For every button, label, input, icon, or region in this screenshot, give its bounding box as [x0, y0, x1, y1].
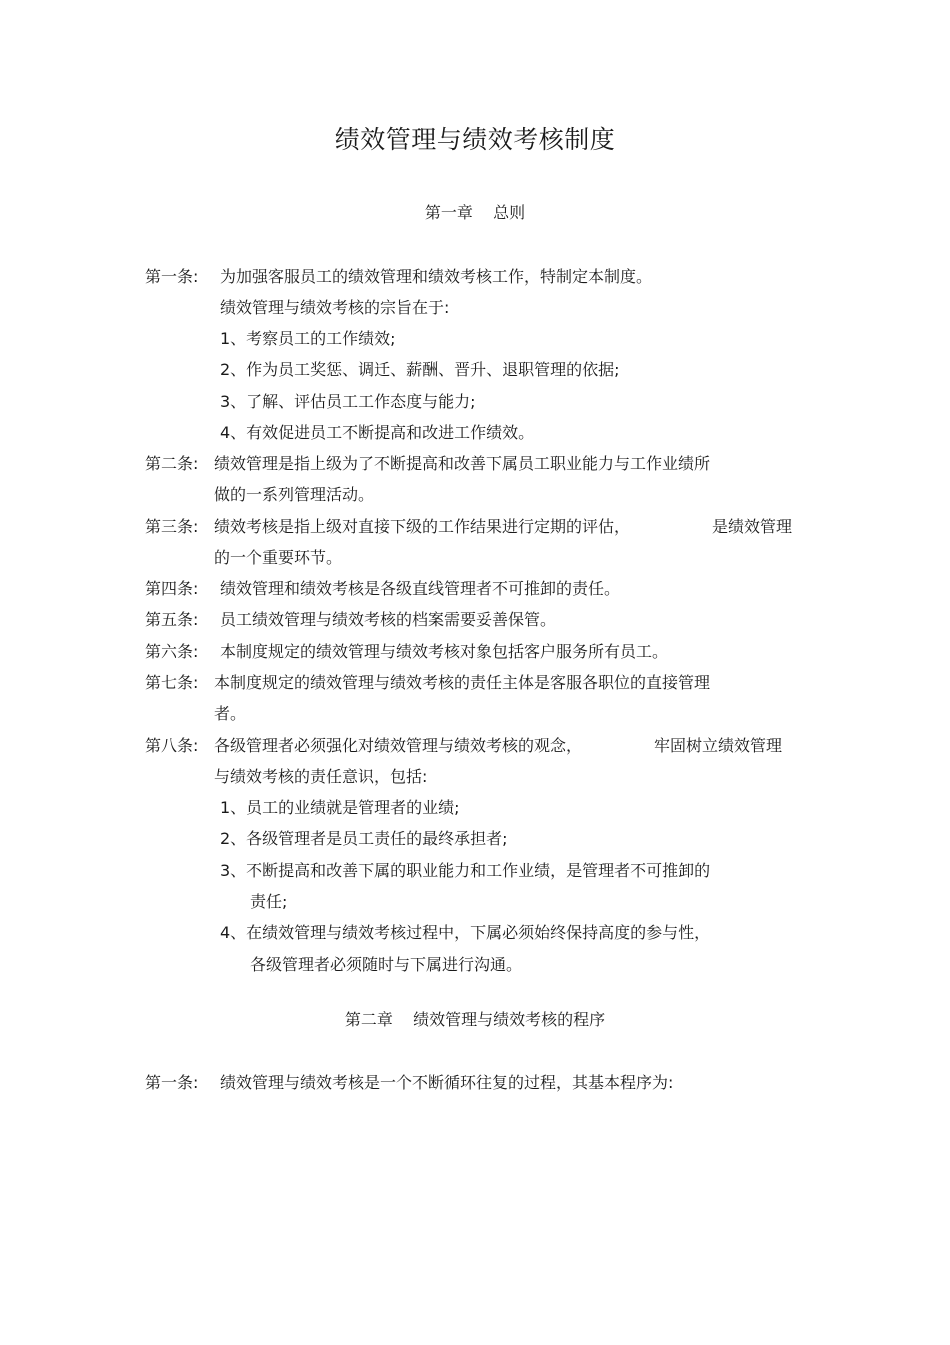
article-4-line-1: 绩效管理和绩效考核是各级直线管理者不可推卸的责任。	[220, 579, 621, 598]
chapter-2-article-1-line-1: 绩效管理与绩效考核是一个不断循环往复的过程，其基本程序为:	[220, 1073, 674, 1092]
article-8-line-1: 各级管理者必须强化对绩效管理与绩效考核的观念，	[214, 736, 583, 755]
article-8-label: 第八条:	[145, 736, 199, 755]
article-7-line-1: 本制度规定的绩效管理与绩效考核的责任主体是客服各职位的直接管理	[214, 673, 711, 692]
article-7-label: 第七条:	[145, 673, 199, 692]
article-1-item-3: 3、了解、评估员工工作态度与能力;	[220, 392, 476, 411]
article-7-line-2: 者。	[214, 704, 247, 723]
document-title: 绩效管理与绩效考核制度	[334, 125, 616, 154]
article-2-line-2: 做的一系列管理活动。	[214, 485, 375, 504]
article-8-item-1: 1、员工的业绩就是管理者的业绩;	[220, 798, 460, 817]
article-3-line-1: 绩效考核是指上级对直接下级的工作结果进行定期的评估，	[214, 517, 631, 536]
chapter-2-heading: 第二章 绩效管理与绩效考核的程序	[344, 1010, 606, 1029]
chapter-1-heading: 第一章 总则	[424, 203, 526, 222]
article-8-item-2: 2、各级管理者是员工责任的最终承担者;	[220, 829, 508, 848]
chapter-2-article-1-label: 第一条:	[145, 1073, 199, 1092]
article-3-line-2: 的一个重要环节。	[214, 548, 343, 567]
article-6-label: 第六条:	[145, 642, 199, 661]
article-2-label: 第二条:	[145, 454, 199, 473]
article-8-line-1-tail: 牢固树立绩效管理	[654, 736, 783, 755]
article-1-item-1: 1、考察员工的工作绩效;	[220, 329, 396, 348]
article-1-label: 第一条:	[145, 267, 199, 286]
article-8-item-4-cont: 各级管理者必须随时与下属进行沟通。	[250, 955, 523, 974]
article-4-label: 第四条:	[145, 579, 199, 598]
article-1-item-2: 2、作为员工奖惩、调迁、薪酬、晋升、退职管理的依据;	[220, 360, 620, 379]
article-8-item-3: 3、不断提高和改善下属的职业能力和工作业绩，是管理者不可推卸的	[220, 861, 711, 880]
article-8-item-4: 4、在绩效管理与绩效考核过程中，下属必须始终保持高度的参与性，	[220, 923, 711, 942]
article-1-item-4: 4、有效促进员工不断提高和改进工作绩效。	[220, 423, 535, 442]
article-1-line-2: 绩效管理与绩效考核的宗旨在于:	[220, 298, 450, 317]
article-3-label: 第三条:	[145, 517, 199, 536]
article-3-line-1-tail: 是绩效管理	[712, 517, 793, 536]
article-1-line-1: 为加强客服员工的绩效管理和绩效考核工作，特制定本制度。	[220, 267, 653, 286]
article-5-label: 第五条:	[145, 610, 199, 629]
article-2-line-1: 绩效管理是指上级为了不断提高和改善下属员工职业能力与工作业绩所	[214, 454, 711, 473]
article-5-line-1: 员工绩效管理与绩效考核的档案需要妥善保管。	[220, 610, 557, 629]
article-8-line-2: 与绩效考核的责任意识，包括:	[214, 767, 428, 786]
article-8-item-3-cont: 责任;	[250, 892, 288, 911]
article-6-line-1: 本制度规定的绩效管理与绩效考核对象包括客户服务所有员工。	[220, 642, 669, 661]
